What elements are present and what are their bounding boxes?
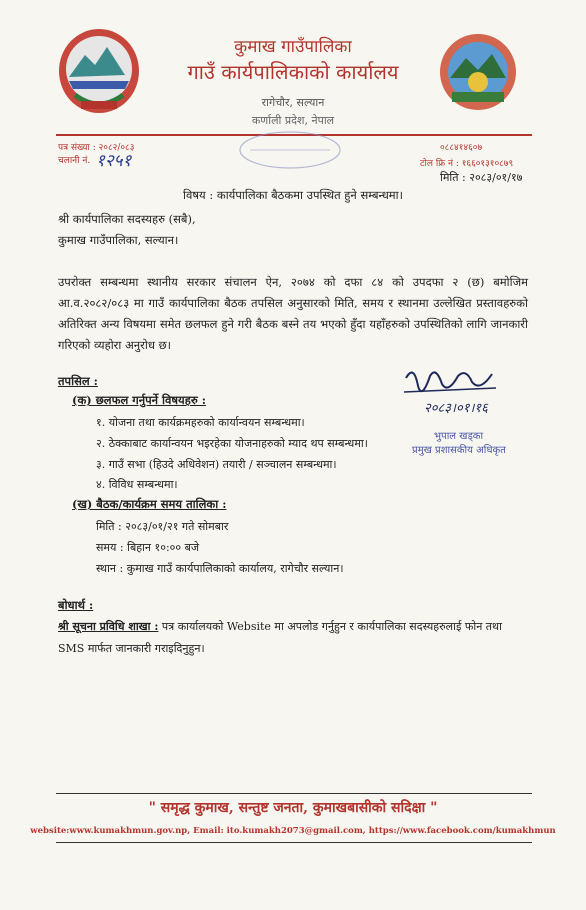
received-stamp-mark [235,128,345,172]
footer-motto: " समृद्ध कुमाख, सन्तुष्ट जनता, कुमाखबासीको सदिक्षा " [148,800,438,816]
toll-free-number: टोल फ्रि नं : १६६०१३१०८७९ [420,159,514,169]
footer-divider-top [56,793,532,794]
cc-text-1: पत्र कार्यालयको Website मा अपलोड गर्नुहुन र कार्यपालिका सदस्यहरुलाई फोन तथा [158,620,502,633]
signature-date: २०८३।०१।१६ [424,401,488,416]
agenda-item: ४. विविध सम्बन्धमा। [96,478,178,491]
agenda-item: ३. गाउँ सभा (हिउदे अधिवेशन) तयारी / सञ्चालन सम्बन्धमा। [96,458,337,471]
dispatch-label: चलानी नं. [58,156,91,166]
municipality-name: कुमाख गाउँपालिका [234,37,352,57]
section-ka-heading: (क) छलफल गर्नुपर्ने विषयहरु : [72,393,206,407]
schedule-date: मिति : २०८३/०१/२१ गते सोमबार [96,520,229,533]
cc-line-2: SMS मार्फत जानकारी गराइदिनुहुन। [58,642,205,655]
agenda-item: १. योजना तथा कार्यक्रमहरुको कार्यान्वयन सम्बन्धमा। [96,416,305,429]
cc-heading: बोधार्थ : [58,598,94,612]
letter-number: पत्र संख्या : २०८२/०८३ [58,143,135,153]
recipient-line-2: कुमाख गाउँपालिका, सल्यान। [58,233,179,247]
cc-branch: श्री सूचना प्रविधि शाखा : [58,620,159,633]
office-title: गाउँ कार्यपालिकाको कार्यालय [187,60,399,84]
letter-subject: विषय : कार्यपालिका बैठकमा उपस्थित हुने सम्बन्धमा। [182,188,403,202]
signatory-name: भुपाल खड्का [434,431,484,442]
signatory-title: प्रमुख प्रशासकीय अधिकृत [412,445,506,456]
address-line-2: कर्णाली प्रदेश, नेपाल [251,114,335,127]
phone-number: ०८८४१४६०७ [440,143,483,153]
section-kha-heading: (ख) बैठक/कार्यक्रम समय तालिका : [72,497,227,511]
agenda-item: २. ठेक्काबाट कार्यान्वयन भइरहेका योजनाहरुको म्याद थप सम्बन्धमा। [96,437,368,450]
cc-line-1 [58,619,502,634]
schedule-venue: स्थान : कुमाख गाउँ कार्यपालिकाको कार्यालय, रागेचौर सल्यान। [96,562,344,575]
tapasil-heading: तपसिल : [58,374,98,388]
dispatch-number: १२५१ [96,151,132,171]
footer-contact: website:www.kumakhmun.gov.np, Email: ito.kumakh2073@gmail.com, https://www.facebook.com/kumakhmun [30,826,556,836]
body-paragraph: उपरोक्त सम्बन्धमा स्थानीय सरकार संचालन ऐन, २०७४ को दफा ८४ को उपदफा २ (छ) बमोजिम आ.व.२०८२/०८३ मा गाउँ कार्यपालिका बैठक तपसिल अनुसारको मिति, समय र स्थानमा उल्लेखित प्रस्तावहरुको अतिरिक्त अन्य विषयमा समेत छलफल हुने गरी बैठक बस्ने तय भएको हुँदा यहाँहरुको उपस्थितिको लागि जानकारी गरिएको व्यहोरा अनुरोध छ। [58,275,528,352]
schedule-time: समय : बिहान १०:०० बजे [96,541,200,554]
footer-divider-bottom [56,842,532,843]
recipient-line-1: श्री कार्यपालिका सदस्यहरु (सबै), [58,212,196,226]
address-line-1: रागेचौर, सल्यान [261,96,325,109]
letter-date: मिति : २०८३/०१/१७ [440,171,523,184]
